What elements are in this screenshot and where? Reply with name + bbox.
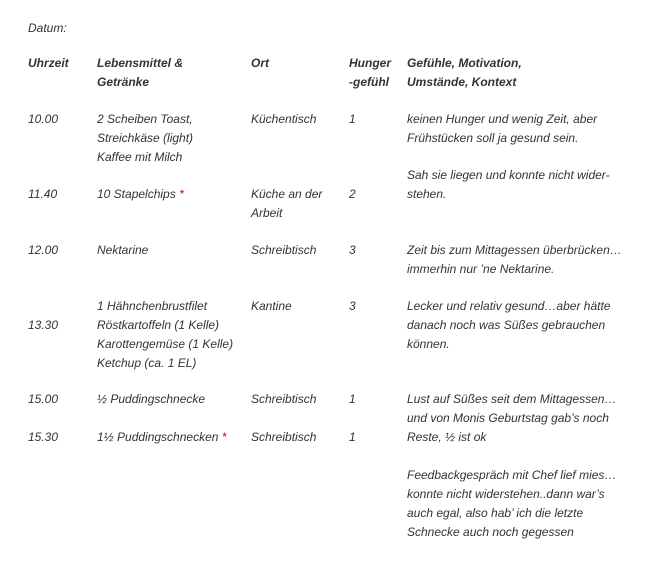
comment-line: können.	[407, 337, 450, 351]
hunger-cell: 1	[349, 392, 356, 406]
place-cell	[251, 185, 322, 223]
place-cell: Kantine	[251, 299, 292, 313]
comment-line: konnte nicht widerstehen..dann war’s	[407, 487, 605, 501]
food-line: Streichkäse (light)	[97, 131, 194, 145]
time-cell: 15.00	[28, 392, 59, 406]
comment-line: auch egal, also hab’ ich die letzte	[407, 506, 584, 520]
food-line: Karottengemüse (1 Kelle)	[97, 337, 234, 351]
comment-line: Frühstücken soll ja gesund sein.	[407, 131, 579, 145]
comment-line: Lecker und relativ gesund…aber hätte	[407, 299, 611, 313]
food-cell: ½ Puddingschnecke	[97, 392, 206, 406]
food-line: Ketchup (ca. 1 EL)	[97, 356, 197, 370]
comment-line: danach noch was Süßes gebrauchen	[407, 318, 606, 332]
hunger-cell: 3	[349, 299, 356, 313]
place-line: Arbeit	[251, 206, 283, 220]
food-line: Kaffee mit Milch	[97, 150, 183, 164]
food-cell: Nektarine	[97, 243, 149, 257]
hunger-cell: 1	[349, 112, 356, 126]
comment-block	[407, 390, 616, 447]
comment-block	[407, 466, 616, 542]
header-hunger	[349, 54, 391, 92]
food-line: 2 Scheiben Toast,	[97, 112, 193, 126]
comment-line: und von Monis Geburtstag gab’s noch	[407, 411, 609, 425]
comment-block	[407, 166, 610, 204]
header-time: Uhrzeit	[28, 56, 69, 70]
comment-line: Zeit bis zum Mittagessen überbrücken…	[407, 243, 622, 257]
header-hunger-line: -gefühl	[349, 75, 389, 89]
food-line: 1½ Puddingschnecken	[97, 430, 219, 444]
time-cell: 12.00	[28, 243, 59, 257]
comment-block	[407, 110, 597, 148]
comment-line: Reste, ½ ist ok	[407, 430, 487, 444]
time-cell: 13.30	[28, 318, 59, 332]
hunger-cell: 3	[349, 243, 356, 257]
place-cell: Schreibtisch	[251, 392, 317, 406]
food-cell	[97, 297, 233, 373]
food-line: Röstkartoffeln (1 Kelle)	[97, 318, 220, 332]
header-food	[97, 54, 183, 92]
comment-line: Sah sie liegen und konnte nicht wider-	[407, 168, 610, 182]
comment-line: Schnecke auch noch gegessen	[407, 525, 574, 539]
header-feelings	[407, 54, 522, 92]
comment-line: keinen Hunger und wenig Zeit, aber	[407, 112, 598, 126]
header-food-line: Lebensmittel &	[97, 56, 184, 70]
place-line: Küche an der	[251, 187, 323, 201]
food-line: 10 Stapelchips	[97, 187, 176, 201]
place-cell: Schreibtisch	[251, 243, 317, 257]
food-cell	[97, 185, 184, 204]
comment-line: immerhin nur ’ne Nektarine.	[407, 262, 555, 276]
food-cell	[97, 110, 193, 167]
asterisk-marker: *	[221, 430, 227, 444]
date-label: Datum:	[28, 21, 67, 35]
comment-line: stehen.	[407, 187, 447, 201]
comment-block	[407, 241, 622, 279]
comment-block	[407, 297, 610, 354]
header-hunger-line: Hunger	[349, 56, 391, 70]
hunger-cell: 2	[349, 187, 356, 201]
food-cell	[97, 428, 226, 447]
time-cell: 10.00	[28, 112, 59, 126]
header-food-line: Getränke	[97, 75, 150, 89]
place-cell: Schreibtisch	[251, 430, 317, 444]
comment-line: Lust auf Süßes seit dem Mittagessen…	[407, 392, 617, 406]
comment-line: Feedbackgespräch mit Chef lief mies…	[407, 468, 617, 482]
food-line: 1 Hähnchenbrustfilet	[97, 299, 208, 313]
header-place: Ort	[251, 56, 269, 70]
place-cell: Küchentisch	[251, 112, 317, 126]
header-feelings-line: Umstände, Kontext	[407, 75, 517, 89]
header-feelings-line: Gefühle, Motivation,	[407, 56, 522, 70]
time-cell: 11.40	[28, 187, 58, 201]
time-cell: 15.30	[28, 430, 59, 444]
asterisk-marker: *	[179, 187, 184, 201]
hunger-cell: 1	[349, 430, 356, 444]
